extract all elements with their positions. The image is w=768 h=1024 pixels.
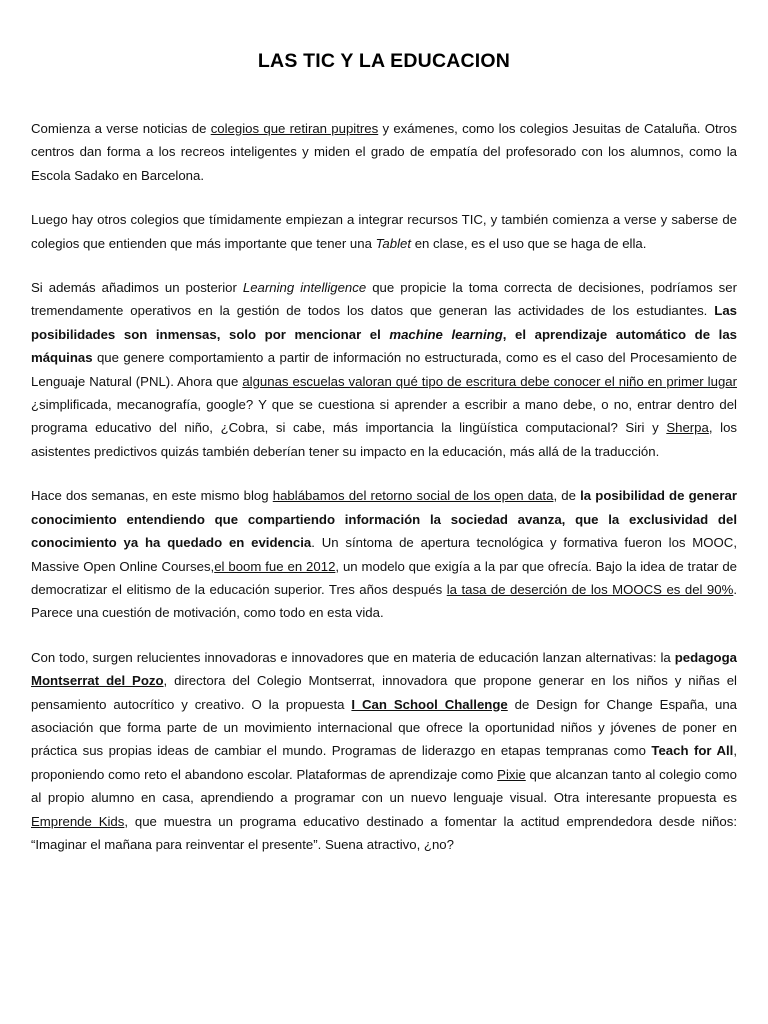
p1-text-2: y exámenes, como los colegios Jesuitas de Cataluña. Otros centros dan forma a los recreos inteligentes y miden el grado de empatía del profesorado con los alumnos, como la Escola Sadako en Barcelona. bbox=[31, 121, 737, 183]
paragraph-5 bbox=[31, 646, 737, 857]
p5-text-6: , que muestra un programa educativo destinado a fomentar la actitud emprendedora desde niños: “Imaginar el mañana para reinventar el presente”. Suena atractivo, ¿no? bbox=[31, 813, 737, 852]
p4-text-1: Hace dos semanas, en este mismo blog bbox=[31, 488, 273, 504]
p4-text-3: . Un síntoma de apertura tecnológica y formativa fueron los MOOC, Massive Open Online Courses, bbox=[31, 535, 737, 574]
p1-text-1: Comienza a verse noticias de bbox=[31, 121, 211, 136]
p3-text-1: Si además añadimos un posterior bbox=[31, 280, 243, 296]
p3-text-4: ¿simplificada, mecanografía, google? Y que se cuestiona si aprender a escribir a mano debe, o no, entrar dentro del programa educativo del niño, ¿Cobra, si cabe, más importancia la lingüística computacional? Siri y bbox=[31, 397, 737, 436]
document-title: LAS TIC Y LA EDUCACION bbox=[257, 50, 511, 72]
paragraph-4 bbox=[31, 484, 737, 624]
p5-text-1: Con todo, surgen relucientes innovadoras e innovadores que en materia de educación lanzan alternativas: la bbox=[31, 649, 675, 665]
p4-text-4: , un modelo que exigía a la par que ofrecía. Bajo la idea de tratar de democratizar el elitismo de la educación superior. Tres años después bbox=[31, 558, 737, 597]
p5-text-4: , proponiendo como reto el abandono escolar. Plataformas de aprendizaje como bbox=[31, 743, 737, 782]
link-pixie[interactable]: Pixie bbox=[497, 766, 526, 782]
link-boom-2012[interactable]: el boom fue en 2012 bbox=[214, 558, 336, 574]
link-i-can-school-challenge[interactable]: I Can School Challenge bbox=[351, 696, 508, 712]
p3-bold-italic-machine-learning: machine learning bbox=[389, 326, 503, 342]
p3-emphasis-learning: Learning intelligence bbox=[242, 280, 367, 296]
p3-text-5: , los asistentes predictivos quizás también deberían tener su impacto en la educación, más allá de la traducción. bbox=[31, 420, 737, 459]
p5-text-5: que alcanzan tanto al colegio como al propio alumno en casa, aprendiendo a programar con un nuevo lenguaje visual. Otra interesante propuesta es bbox=[31, 766, 737, 806]
p5-bold-teach-for-all: Teach for All bbox=[651, 743, 734, 759]
paragraph-2 bbox=[31, 208, 737, 255]
p4-text-2: , de bbox=[553, 488, 581, 504]
p3-bold-1: Las posibilidades son inmensas, solo por mencionar el bbox=[31, 303, 737, 342]
link-montserrat-del-pozo[interactable]: Montserrat del Pozo bbox=[31, 673, 164, 689]
p5-text-2: , directora del Colegio Montserrat, innovadora que propone generar en los niños y niñas el pensamiento autocrítico y creativo. O la propuesta bbox=[31, 673, 737, 712]
p4-text-5: . Parece una cuestión de motivación, como todo en esta vida. bbox=[31, 581, 737, 621]
link-tasa-desercion[interactable]: la tasa de deserción de los MOOCS es del 90% bbox=[446, 581, 734, 597]
p4-bold-1: la posibilidad de generar conocimiento entendiendo que compartiendo información la sociedad avanza, que la exclusividad del conocimiento ya ha quedado en evidencia bbox=[31, 488, 737, 551]
paragraph-1 bbox=[31, 117, 737, 187]
paragraph-3 bbox=[31, 276, 737, 463]
link-emprende-kids[interactable]: Emprende Kids bbox=[31, 813, 125, 829]
p2-text-2: en clase, es el uso que se haga de ella. bbox=[411, 235, 647, 251]
p2-emphasis-tablet: Tablet bbox=[375, 235, 412, 251]
p3-text-2: que propicie la toma correcta de decisiones, podríamos ser tremendamente operativos en la gestión de todos los datos que generan las actividades de los estudiantes. bbox=[31, 280, 737, 319]
p3-text-3: que genere comportamiento a partir de información no estructurada, como es el caso del Procesamiento de Lenguaje Natural (PNL). Ahora que bbox=[31, 350, 737, 389]
p5-bold-pedagoga: pedagoga bbox=[674, 649, 737, 665]
p3-bold-2: , el aprendizaje automático de las máquinas bbox=[31, 326, 737, 366]
p5-text-3: de Design for Change España, una asociación que forma parte de un movimiento internacional que ofrece la oportunidad niños y jóvenes de poner en práctica sus propias ideas de cambiar el mundo. Programas de liderazgo en etapas tempranas como bbox=[31, 696, 737, 759]
link-escuelas-escritura[interactable]: algunas escuelas valoran qué tipo de escritura debe conocer el niño en primer lugar bbox=[242, 373, 738, 389]
link-open-data[interactable]: hablábamos del retorno social de los open data bbox=[272, 488, 554, 504]
link-colegios-pupitres[interactable]: colegios que retiran pupitres bbox=[210, 121, 379, 136]
link-sherpa[interactable]: Sherpa bbox=[666, 420, 709, 436]
p2-text-1: Luego hay otros colegios que tímidamente empiezan a integrar recursos TIC, y también comienza a verse y saberse de colegios que entienden que más importante que tener una bbox=[31, 212, 737, 251]
